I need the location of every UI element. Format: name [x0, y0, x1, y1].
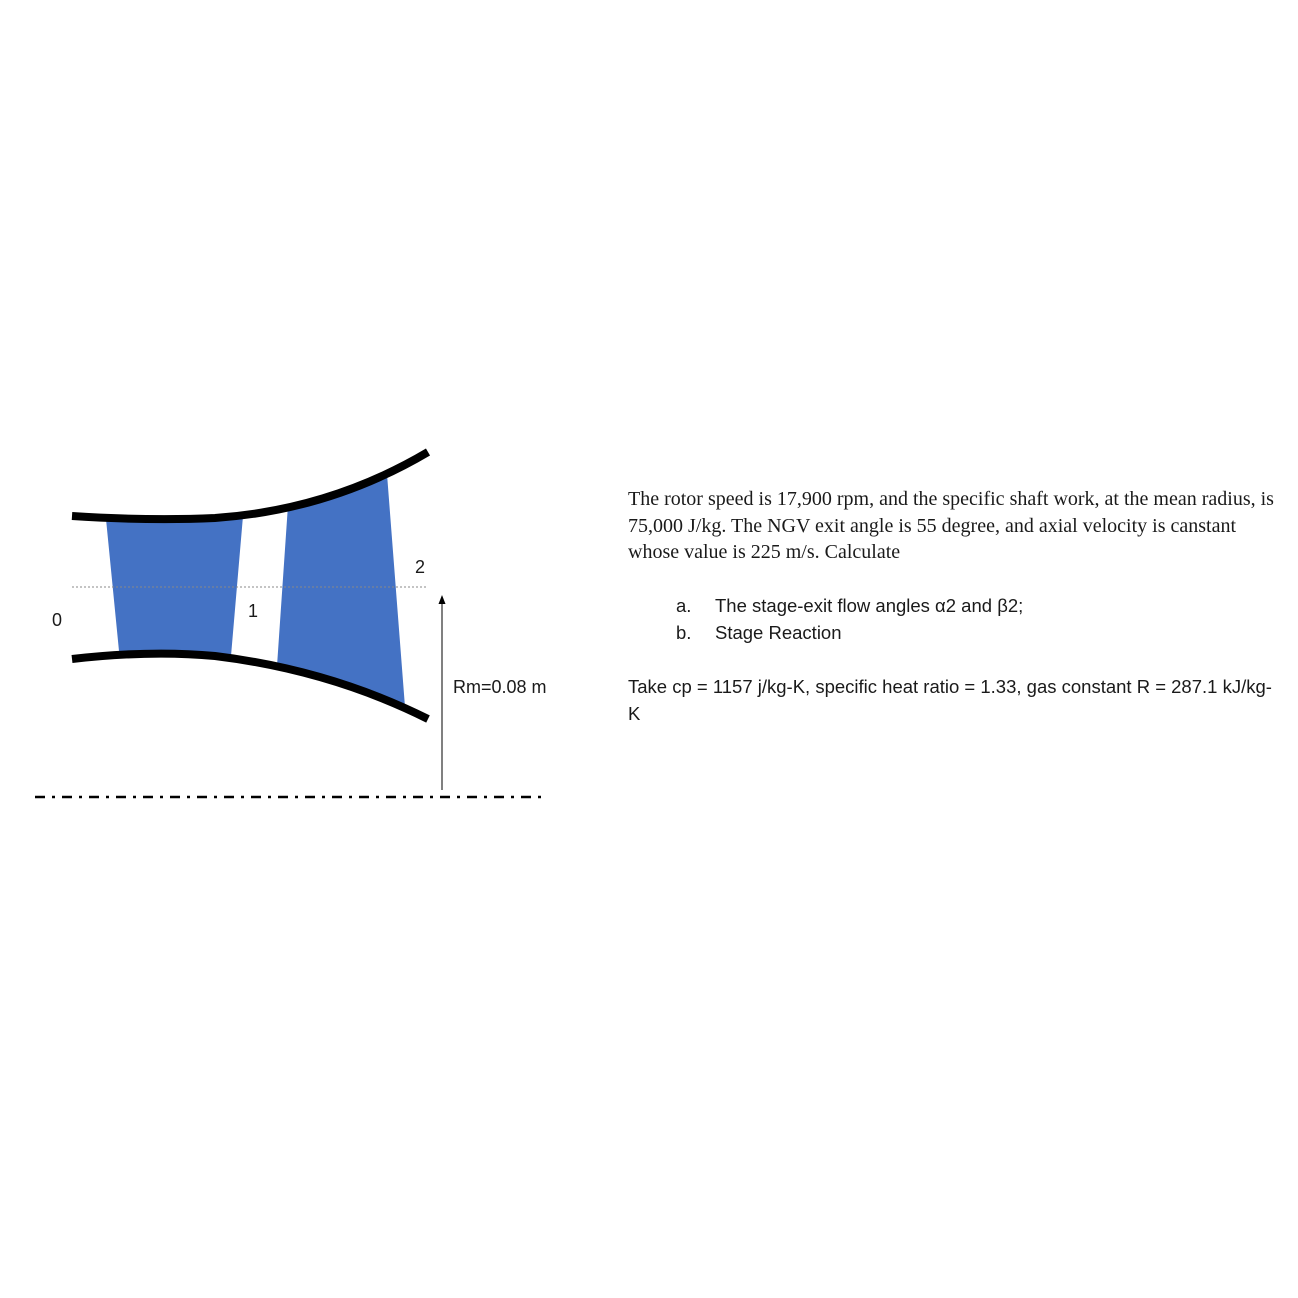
station-label-1: 1: [247, 601, 259, 621]
ngv-blade: [106, 516, 243, 656]
question-list: [676, 592, 1023, 646]
question-marker: b.: [676, 622, 692, 643]
problem-statement: The rotor speed is 17,900 rpm, and the specific shaft work, at the mean radius, is 75,000 J/kg. The NGV exit angle is 55 degree, and axial velocity is canstant whose value is 225 m/s. Calculate: [628, 488, 1274, 563]
mean-radius-label: Rm=0.08 m: [453, 677, 547, 697]
station-label-0: 0: [51, 610, 63, 630]
radius-arrow-head: [439, 595, 446, 604]
station-label-2: 2: [414, 557, 426, 577]
question-text: The stage-exit flow angles α2 and β2;: [715, 595, 1024, 616]
given-data: Take cp = 1157 j/kg-K, specific heat ratio = 1.33, gas constant R = 287.1 kJ/kg-K: [628, 676, 1272, 724]
question-text: Stage Reaction: [715, 622, 842, 643]
question-item-a: [676, 592, 1023, 619]
question-item-b: [676, 619, 1023, 646]
question-marker: a.: [676, 595, 692, 616]
